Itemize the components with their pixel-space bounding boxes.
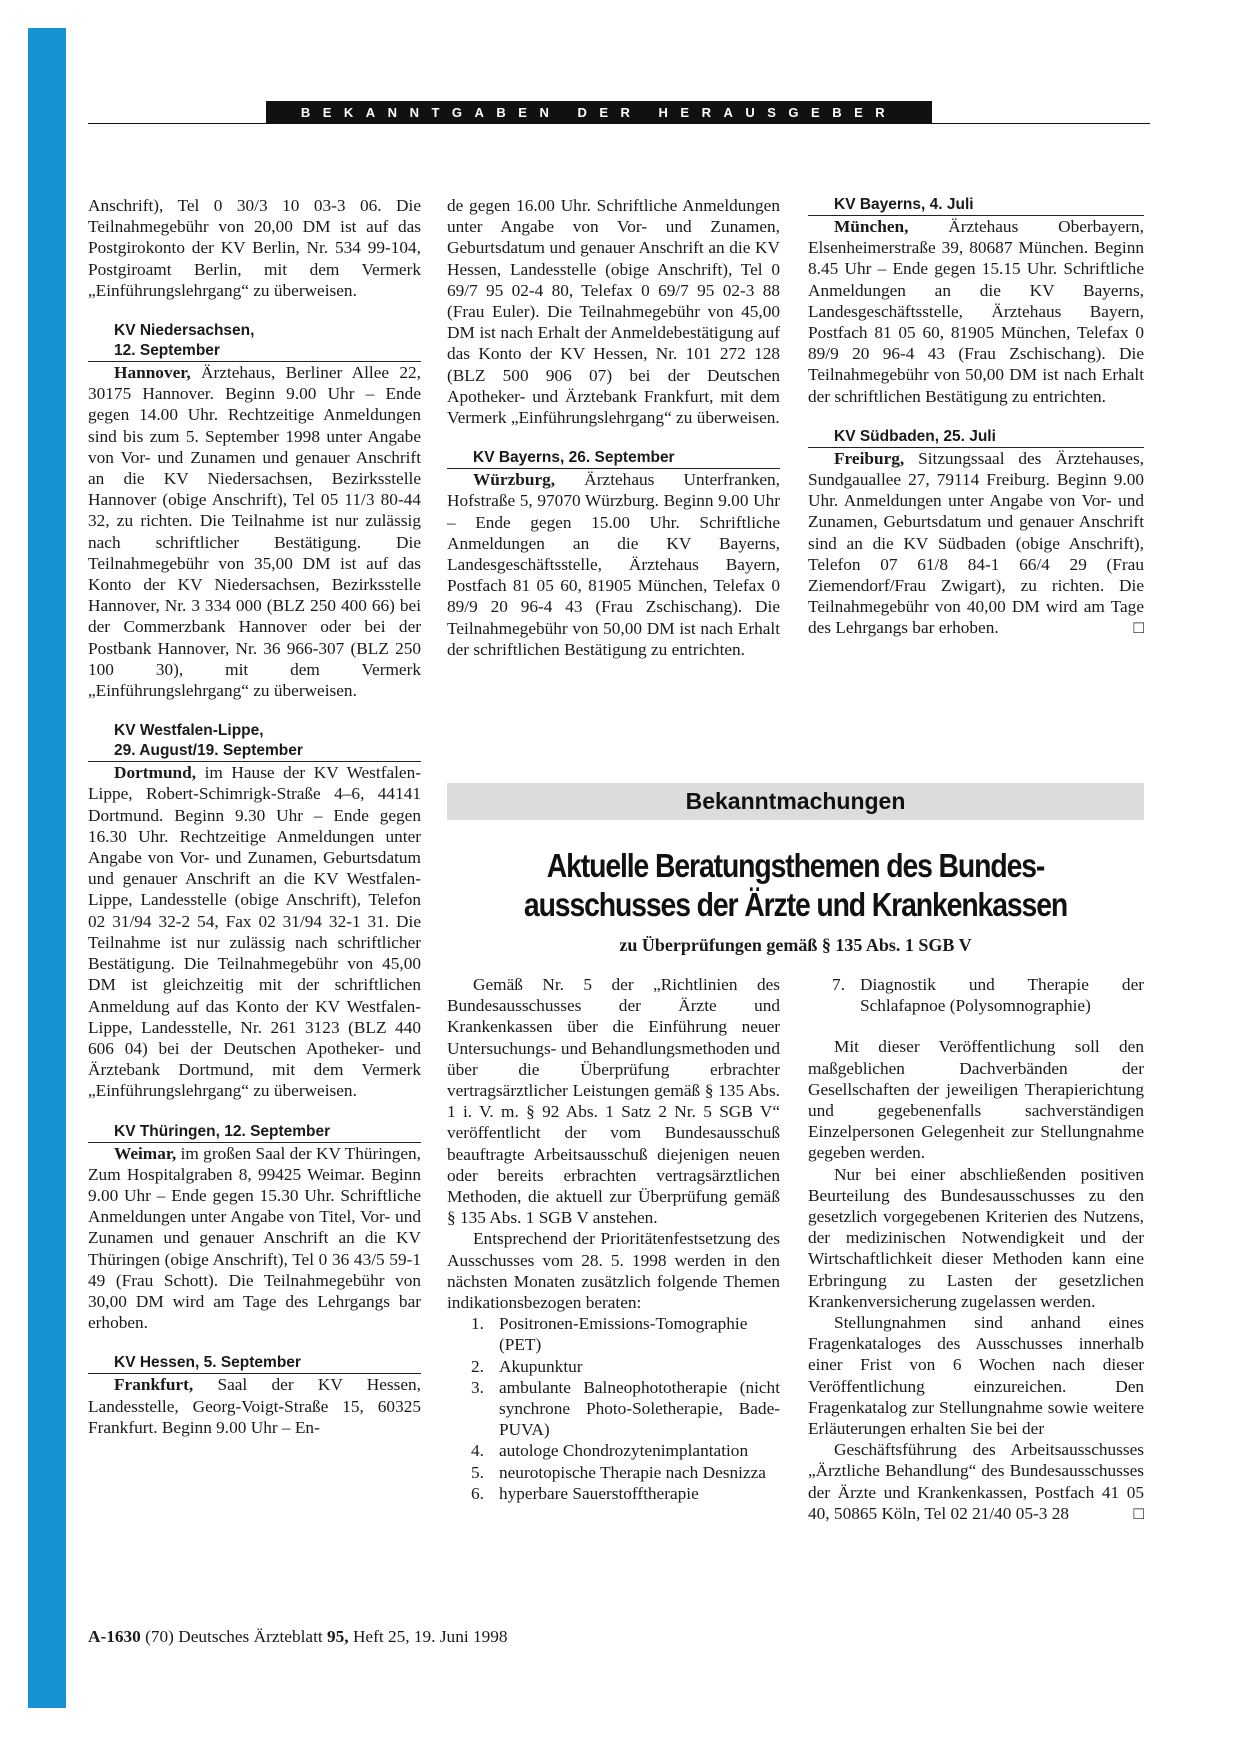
article-right-p2: Nur bei einer abschließenden positiven Beurteilung des Bundesausschusses zu den gesetzlich vorgegebenen Kriterien des Nutzens, der medizinischen Notwendigkeit und der Wirtschaftlichkeit dieser Methoden kann eine Erbringung zu Lasten der gesetzlichen Krankenversicherung zugelassen werden. [808, 1164, 1144, 1311]
list-item-number: 2. [471, 1356, 484, 1376]
topic-list [447, 1313, 780, 1504]
col1-s1-body [88, 362, 421, 701]
col3-s1-heading: KV Bayerns, 4. Juli [808, 195, 1144, 216]
col1-s2-head-line2: 29. August/19. September [114, 742, 303, 760]
end-mark-icon: □ [1133, 1503, 1144, 1523]
journal-date: Heft 25, 19. Juni 1998 [352, 1627, 508, 1646]
col3-s2-text: Sitzungssaal des Ärztehauses, Sundgauallee 27, 79114 Freiburg. Beginn 9.00 Uhr. Anmeldungen unter Angabe von Vor- und Zunamen, Geburtsdatum und genauer Anschrift sind an die KV Südbaden (obige Anschrift), Telefon 07 61/8 84-1 66/4 29 (Frau Ziemendorf/Frau Zwigart), zu richten. Die Teilnahmegebühr von 40,00 DM wird am Tage des Lehrgangs bar erhoben. [808, 448, 1144, 638]
col1-s4-place: Frankfurt, [114, 1375, 194, 1395]
col1-s1-heading [88, 321, 421, 341]
col1-s4-heading: KV Hessen, 5. September [88, 1353, 421, 1374]
list-item-text: hyperbare Sauerstofftherapie [499, 1483, 699, 1503]
col2-continuation: de gegen 16.00 Uhr. Schriftliche Anmeldungen unter Angabe von Vor- und Zunamen, Geburtsdatum und genauer Anschrift an die KV Hessen, Landesstelle (obige Anschrift), Tel 0 69/7 95 02-4 80, Telefax 0 69/7 95 02-3 88 (Frau Euler). Die Teilnahmegebühr von 45,00 DM ist nach Erhalt der Anmeldebestätigung auf das Konto der KV Hessen, Nr. 101 272 128 (BLZ 500 906 07) bei der Deutschen Apotheker- und Ärztebank Frankfurt, mit dem Vermerk „Einführungslehrgang“ zu überweisen. [447, 196, 780, 428]
end-mark-icon: □ [1133, 618, 1144, 638]
page-number: A-1630 [88, 1627, 141, 1646]
col1-s1-head-line2: 12. September [114, 342, 220, 360]
col1-s2-place: Dortmund, [114, 763, 197, 783]
col2-s1-body [447, 469, 780, 660]
article-title [496, 846, 1095, 924]
list-item [447, 1440, 780, 1461]
col1-s3-heading: KV Thüringen, 12. September [88, 1122, 421, 1143]
article-title-line1: Aktuelle Beratungsthemen des Bundes- [546, 847, 1045, 884]
col3-s2-place: Freiburg, [834, 448, 905, 468]
article-left-p1: Gemäß Nr. 5 der „Richtlinien des Bundesausschusses der Ärzte und Krankenkassen über die Einführung neuer Untersuchungs- und Behandlungsmethoden und über die Überprüfung erbrachter vertragsärztlicher Leistungen gemäß § 135 Abs. 1 i. V. m. § 92 Abs. 1 Satz 2 Nr. 5 SGB V“ veröffentlicht der vom Bundesausschuß beauftragte Arbeitsausschuß diejenigen neuen oder bereits erbrachten vertragsärztlichen Methoden, die aktuell zur Überprüfung gemäß § 135 Abs. 1 SGB V anstehen. [447, 975, 780, 1228]
col2-s1-text: Ärztehaus Unterfranken, Hofstraße 5, 97070 Würzburg. Beginn 9.00 Uhr – Ende gegen 15.00 Uhr. Schriftliche Anmeldungen an die KV Bayerns, Landesgeschäftsstelle, Ärztehaus Bayern, Postfach 81 05 60, 81905 München, Telefax 0 89/9 20 96-4 43 (Frau Zschischang). Die Teilnahmegebühr von 50,00 DM ist nach Erhalt der schriftlichen Bestätigung zu entrichten. [447, 470, 780, 659]
col1-s2-heading-date [88, 741, 421, 762]
col3-s1-text: Ärztehaus Oberbayern, Elsenheimerstraße 39, 80687 München. Beginn 8.45 Uhr – Ende gegen 15.15 Uhr. Schriftliche Anmeldungen an die KV Bayerns, Landesgeschäftsstelle, Ärztehaus Bayern, Postfach 81 05 60, 81905 München, Telefax 0 89/9 20 96-4 43 (Frau Zschischang). Die Teilnahmegebühr von 50,00 DM ist nach Erhalt der schriftlichen Bestätigung zu entrichten. [808, 217, 1144, 406]
column-3 [808, 195, 1144, 639]
list-item-text: Diagnostik und Therapie der Schlafapnoe (Polysomnographie) [860, 975, 1144, 1016]
list-item-number: 4. [471, 1441, 484, 1461]
header-rule [88, 123, 1150, 124]
col1-s4-text: Saal der KV Hessen, Landesstelle, Georg-Voigt-Straße 15, 60325 Frankfurt. Beginn 9.00 Uhr – En- [88, 1375, 421, 1437]
col2-s1-heading: KV Bayerns, 26. September [447, 448, 780, 469]
list-item-number: 3. [471, 1377, 484, 1397]
article-title-line2: ausschusses der Ärzte und Krankenkassen [523, 886, 1068, 923]
col1-s1-heading-date [88, 341, 421, 362]
col3-s1-place: München, [834, 217, 909, 236]
list-item-text: Positronen-Emissions-Tomographie (PET) [499, 1314, 748, 1355]
journal-issue: (70) Deutsches Ärzteblatt [145, 1627, 323, 1646]
sidebar-color-bar [28, 28, 66, 1708]
col1-s1-place: Hannover, [114, 363, 191, 383]
article-right-column [808, 974, 1144, 1524]
list-item-number: 7. [832, 975, 845, 994]
column-2 [447, 195, 780, 660]
col3-s1-body [808, 216, 1144, 407]
list-item-number: 6. [471, 1483, 484, 1503]
article-right-p3: Stellungnahmen sind anhand eines Fragenkataloges des Ausschusses innerhalb einer Frist von 6 Wochen nach dieser Veröffentlichung einzureichen. Den Fragenkatalog zur Stellungnahme sowie weitere Erläuterungen erhalten Sie bei der [808, 1313, 1144, 1439]
list-item-number: 1. [471, 1314, 484, 1334]
col1-s3-place: Weimar, [114, 1143, 177, 1163]
col1-s4-body [88, 1374, 421, 1438]
list-item-text: neurotopische Therapie nach Desnizza [499, 1462, 766, 1482]
col3-s2-body [808, 448, 1144, 639]
list-item [447, 1483, 780, 1504]
col1-s2-head-line1: KV Westfalen-Lippe, [114, 722, 264, 740]
kicker-band: Bekanntmachungen [447, 783, 1144, 820]
article-left-column [447, 974, 780, 1504]
col1-s2-heading [88, 721, 421, 741]
list-item-text: Akupunktur [499, 1356, 583, 1376]
topic-list-continued [808, 974, 1144, 1016]
col1-s2-text: im Hause der KV Westfalen-Lippe, Robert-Schimrigk-Straße 4–6, 44141 Dortmund. Beginn 9.30 Uhr – Ende gegen 16.30 Uhr. Rechtzeitige Anmeldungen unter Angabe von Vor- und Zunamen, Geburtsdatum und genauer Anschrift an die KV Westfalen-Lippe, Landesstelle (obige Anschrift), Telefon 02 31/94 32-2 54, Fax 02 31/94 32-1 31. Die Teilnahme ist nur zulässig nach schriftlicher Bestätigung. Die Teilnahmegebühr von 45,00 DM ist gleichzeitig mit der schriftlichen Anmeldung auf das Konto der KV Westfalen-Lippe, Landesstelle, Nr. 261 3123 (BLZ 440 606 04) bei der Deutschen Apotheker- und Ärztebank Dortmund, mit dem Vermerk „Einführungslehrgang“ zu überweisen. [88, 763, 421, 1101]
article-subtitle: zu Überprüfungen gemäß § 135 Abs. 1 SGB V [619, 935, 972, 955]
article-right-p4 [808, 1439, 1144, 1524]
col1-s1-text: Ärztehaus, Berliner Allee 22, 30175 Hannover. Beginn 9.00 Uhr – Ende gegen 14.00 Uhr. Rechtzeitige Anmeldungen sind bis zum 5. September 1998 unter Angabe von Vor- und Zunamen und genauer Anschrift an die KV Niedersachsen, Bezirksstelle Hannover (obige Anschrift), Tel 05 11/3 80-44 32, zu richten. Die Teilnahme ist nur zulässig nach schriftlicher Bestätigung. Die Teilnahmegebühr von 35,00 DM ist auf das Konto der KV Niedersachsen, Bezirksstelle Hannover, Nr. 3 334 000 (BLZ 250 400 66) bei der Commerzbank Hannover oder bei der Postbank Hannover, Nr. 36 966-307 (BLZ 250 100 30), mit dem Vermerk „Einführungslehrgang“ zu überweisen. [88, 363, 421, 701]
column-1 [88, 195, 421, 1438]
col1-s3-text: im großen Saal der KV Thüringen, Zum Hospitalgraben 8, 99425 Weimar. Beginn 9.00 Uhr – Ende gegen 15.30 Uhr. Schriftliche Anmeldungen unter Angabe von Titel, Vor- und Zunamen und genauer Anschrift an die KV Thüringen (obige Anschrift), Tel 0 36 43/5 59-1 49 (Frau Schott). Die Teilnahmegebühr von 30,00 DM wird am Tage des Lehrgangs bar erhoben. [88, 1143, 421, 1333]
list-item [447, 1377, 780, 1441]
article-right-p1: Mit dieser Veröffentlichung soll den maßgeblichen Dachverbänden der Gesellschaften der jeweiligen Therapierichtung und gegebenenfalls sachverständigen Einzelpersonen Gelegenheit zur Stellungnahme gegeben werden. [808, 1037, 1144, 1163]
list-item-number: 5. [471, 1462, 484, 1482]
col3-s2-heading: KV Südbaden, 25. Juli [808, 427, 1144, 448]
list-item [447, 1313, 780, 1355]
journal-volume: 95, [327, 1627, 349, 1646]
article-left-p2: Entsprechend der Prioritätenfestsetzung des Ausschusses vom 28. 5. 1998 werden in den nächsten Monaten zusätzlich folgende Themen indikationsbezogen beraten: [447, 1229, 780, 1313]
col2-s1-place: Würzburg, [473, 470, 556, 490]
col1-s1-head-line1: KV Niedersachsen, [114, 322, 255, 340]
list-item [808, 974, 1144, 1016]
list-item-text: ambulante Balneophototherapie (nicht synchrone Photo-Soletherapie, Bade-PUVA) [499, 1377, 780, 1440]
col1-s2-body [88, 762, 421, 1101]
col1-s3-body [88, 1143, 421, 1334]
list-item-text: autologe Chondrozytenimplantation [499, 1441, 749, 1461]
article-right-p4-text: Geschäftsführung des Arbeitsausschusses „Ärztliche Behandlung“ des Bundesausschusses der Ärzte und Krankenkassen, Postfach 41 05 40, 50865 Köln, Tel 02 21/40 05-3 28 [808, 1440, 1144, 1523]
page-footer [88, 1626, 508, 1647]
col1-continuation: Anschrift), Tel 0 30/3 10 03-3 06. Die Teilnahmegebühr von 20,00 DM ist auf das Postgirokonto der KV Berlin, Nr. 534 99-104, Postgiroamt Berlin, mit dem Vermerk „Einführungslehrgang“ zu überweisen. [88, 196, 421, 300]
list-item [447, 1462, 780, 1483]
section-header-band: BEKANNTGABEN DER HERAUSGEBER [266, 101, 932, 124]
list-item [447, 1356, 780, 1377]
